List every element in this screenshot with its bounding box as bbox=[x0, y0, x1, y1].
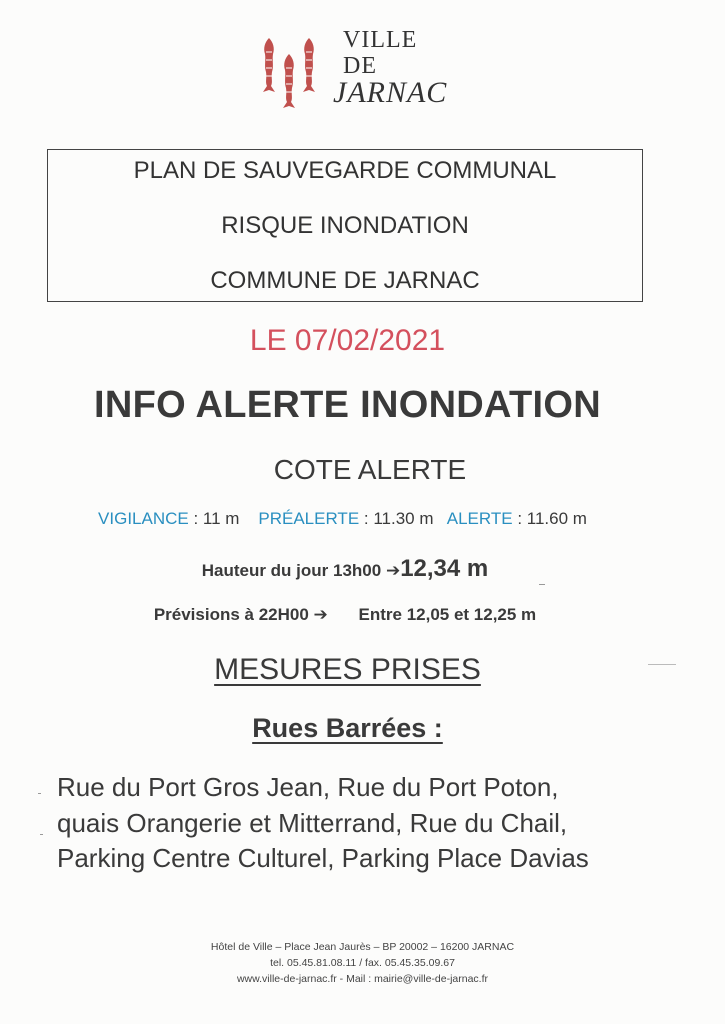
scan-speck bbox=[40, 834, 43, 835]
scan-speck bbox=[38, 793, 41, 794]
cote-alerte-title: COTE ALERTE bbox=[273, 454, 467, 485]
footer-phone: tel. 05.45.81.08.11 / fax. 05.45.35.09.67 bbox=[270, 957, 455, 969]
logo-line-jarnac: JARNAC bbox=[333, 76, 448, 109]
measures-title-text: MESURES PRISES bbox=[214, 653, 481, 686]
town-logo bbox=[255, 27, 448, 128]
scan-speck bbox=[539, 584, 545, 585]
measures-title bbox=[0, 653, 695, 687]
scan-speck bbox=[648, 664, 676, 665]
arrow-right-icon: ➔ bbox=[385, 561, 401, 580]
alerte-value: : 11.60 m bbox=[517, 509, 587, 528]
alerte-label: ALERTE bbox=[446, 509, 513, 528]
forecast-value: Entre 12,05 et 12,25 m bbox=[358, 605, 537, 624]
alert-headline: INFO ALERTE INONDATION bbox=[94, 384, 601, 426]
footer-web-mail: www.ville-de-jarnac.fr - Mail : mairie@ville-de-jarnac.fr bbox=[236, 973, 489, 985]
vigilance-value: : 11 m bbox=[193, 509, 240, 528]
current-height-row bbox=[0, 555, 690, 583]
plan-title-line-3: COMMUNE DE JARNAC bbox=[210, 267, 480, 294]
prealerte-value: : 11.30 m bbox=[363, 509, 434, 528]
forecast-row bbox=[0, 605, 690, 625]
plan-title-box bbox=[47, 149, 643, 302]
closed-streets-title bbox=[0, 713, 695, 744]
closed-streets-title-text: Rues Barrées : bbox=[252, 713, 443, 743]
list-item: Parking Centre Culturel, Parking Place Davias bbox=[57, 843, 589, 873]
plan-title-line-2: RISQUE INONDATION bbox=[221, 212, 469, 239]
arrow-right-icon: ➔ bbox=[313, 605, 328, 624]
prealerte-label: PRÉALERTE bbox=[258, 509, 360, 528]
forecast-label: Prévisions à 22H00 bbox=[153, 605, 309, 624]
closed-streets-list bbox=[57, 770, 589, 877]
alert-date: LE 07/02/2021 bbox=[249, 324, 446, 357]
plan-title-line-1: PLAN DE SAUVEGARDE COMMUNAL bbox=[133, 157, 557, 184]
vigilance-label: VIGILANCE bbox=[98, 509, 189, 528]
current-height-value: 12,34 m bbox=[400, 555, 489, 582]
logo-line-ville: VILLE bbox=[343, 27, 418, 53]
logo-line-de: DE bbox=[343, 53, 377, 79]
current-height-label: Hauteur du jour 13h00 bbox=[201, 561, 382, 580]
footer-contact bbox=[0, 939, 725, 987]
alert-levels-row bbox=[0, 509, 685, 529]
three-fish-emblem-icon bbox=[255, 32, 327, 128]
footer-address: Hôtel de Ville – Place Jean Jaurès – BP 20002 – 16200 JARNAC bbox=[210, 941, 515, 953]
list-item: quais Orangerie et Mitterrand, Rue du Chail, bbox=[57, 807, 568, 838]
list-item: Rue du Port Gros Jean, Rue du Port Poton, bbox=[57, 772, 559, 802]
